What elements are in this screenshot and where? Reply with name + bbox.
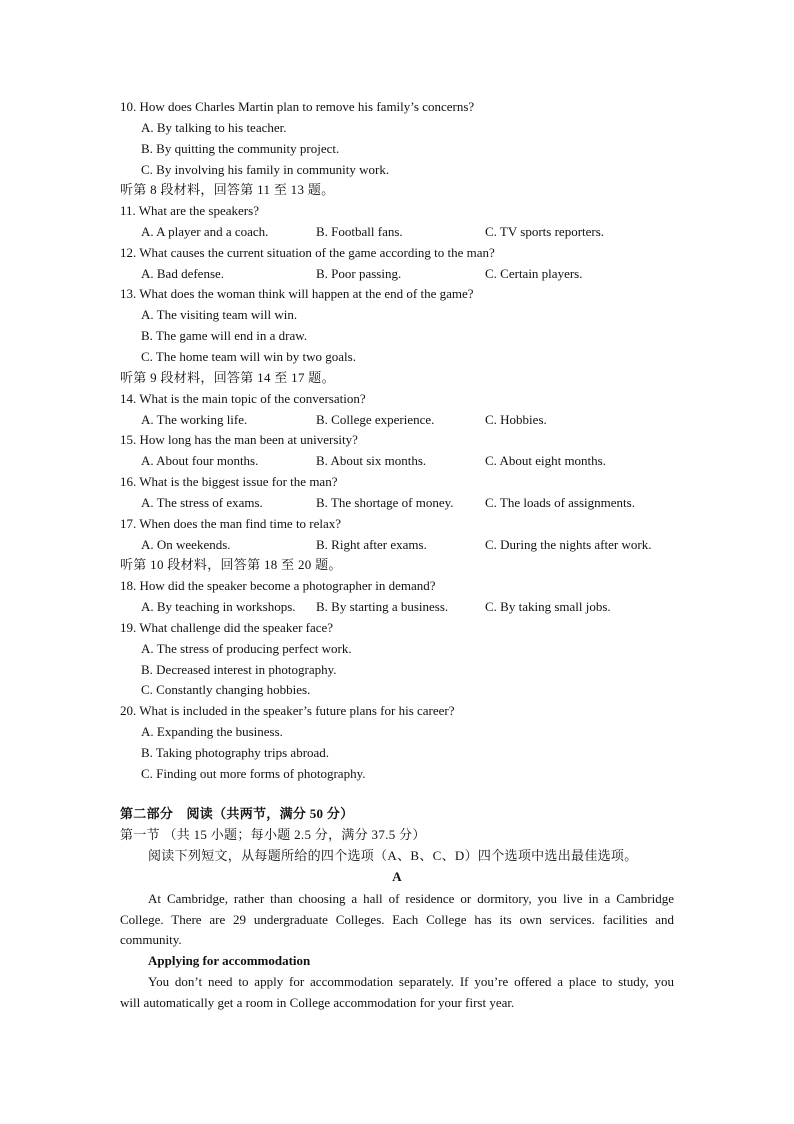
question-19: 19. What challenge did the speaker face?	[120, 620, 334, 635]
q20-option-b: B. Taking photography trips abroad.	[141, 745, 330, 760]
q11-option-c: C. TV sports reporters.	[485, 224, 605, 239]
q16-options	[0, 495, 794, 511]
question-17: 17. When does the man find time to relax?	[120, 516, 342, 531]
passage-line-3: community.	[120, 932, 182, 947]
passage-line-2: College. There are 29 undergraduate Colleges. Each College has its own services. facilities and	[120, 912, 674, 927]
q11-options	[0, 224, 794, 240]
section-10-instruction: 听第 10 段材料，回答第 18 至 20 题。	[120, 557, 342, 572]
q17-option-c: C. During the nights after work.	[485, 537, 652, 552]
passage-line-4: You don’t need to apply for accommodation separately. If you’re offered a place to study, you	[148, 974, 674, 989]
q20-option-a: A. Expanding the business.	[141, 724, 283, 739]
q19-option-b: B. Decreased interest in photography.	[141, 662, 337, 677]
q12-option-a: A. Bad defense.	[141, 266, 225, 281]
question-15: 15. How long has the man been at university?	[120, 432, 358, 447]
q16-option-b: B. The shortage of money.	[316, 495, 454, 510]
q15-options	[0, 453, 794, 469]
q10-option-c: C. By involving his family in community work.	[141, 162, 390, 177]
q19-option-a: A. The stress of producing perfect work.	[141, 641, 352, 656]
q10-option-b: B. By quitting the community project.	[141, 141, 340, 156]
q12-option-c: C. Certain players.	[485, 266, 583, 281]
question-14: 14. What is the main topic of the conversation?	[120, 391, 366, 406]
q16-option-c: C. The loads of assignments.	[485, 495, 635, 510]
q15-option-b: B. About six months.	[316, 453, 427, 468]
q13-option-a: A. The visiting team will win.	[141, 307, 298, 322]
q13-option-c: C. The home team will win by two goals.	[141, 349, 356, 364]
q11-option-a: A. A player and a coach.	[141, 224, 269, 239]
q14-option-b: B. College experience.	[316, 412, 435, 427]
q14-option-c: C. Hobbies.	[485, 412, 547, 427]
question-12: 12. What causes the current situation of the game according to the man?	[120, 245, 495, 260]
question-18: 18. How did the speaker become a photographer in demand?	[120, 578, 436, 593]
question-13: 13. What does the woman think will happen at the end of the game?	[120, 286, 474, 301]
q11-option-b: B. Football fans.	[316, 224, 403, 239]
q17-options	[0, 537, 794, 553]
passage-subheading: Applying for accommodation	[148, 953, 311, 968]
q16-option-a: A. The stress of exams.	[141, 495, 263, 510]
q14-option-a: A. The working life.	[141, 412, 248, 427]
q14-options	[0, 412, 794, 428]
q10-option-a: A. By talking to his teacher.	[141, 120, 287, 135]
question-16: 16. What is the biggest issue for the man?	[120, 474, 338, 489]
q17-option-a: A. On weekends.	[141, 537, 231, 552]
q15-option-c: C. About eight months.	[485, 453, 606, 468]
q18-option-c: C. By taking small jobs.	[485, 599, 611, 614]
q18-option-a: A. By teaching in workshops.	[141, 599, 296, 614]
passage-line-1: At Cambridge, rather than choosing a hall of residence or dormitory, you live in a Cambridge	[148, 891, 674, 906]
reading-instruction: 阅读下列短文，从每题所给的四个选项（A、B、C、D）四个选项中选出最佳选项。	[148, 848, 638, 863]
question-10: 10. How does Charles Martin plan to remove his family’s concerns?	[120, 99, 475, 114]
passage-line-5: will automatically get a room in College accommodation for your first year.	[120, 995, 515, 1010]
q20-option-c: C. Finding out more forms of photography.	[141, 766, 366, 781]
section-9-instruction: 听第 9 段材料，回答第 14 至 17 题。	[120, 370, 335, 385]
q12-options	[0, 266, 794, 282]
section-8-instruction: 听第 8 段材料，回答第 11 至 13 题。	[120, 182, 335, 197]
q19-option-c: C. Constantly changing hobbies.	[141, 682, 311, 697]
q18-option-b: B. By starting a business.	[316, 599, 449, 614]
q12-option-b: B. Poor passing.	[316, 266, 402, 281]
question-11: 11. What are the speakers?	[120, 203, 259, 218]
q13-option-b: B. The game will end in a draw.	[141, 328, 308, 343]
q17-option-b: B. Right after exams.	[316, 537, 427, 552]
q18-options	[0, 599, 794, 615]
passage-label: A	[392, 869, 402, 884]
part-2-heading: 第二部分 阅读（共两节，满分 50 分）	[120, 806, 354, 821]
section-1-heading: 第一节 （共 15 小题；每小题 2.5 分，满分 37.5 分）	[120, 827, 426, 842]
question-20: 20. What is included in the speaker’s future plans for his career?	[120, 703, 455, 718]
q15-option-a: A. About four months.	[141, 453, 259, 468]
